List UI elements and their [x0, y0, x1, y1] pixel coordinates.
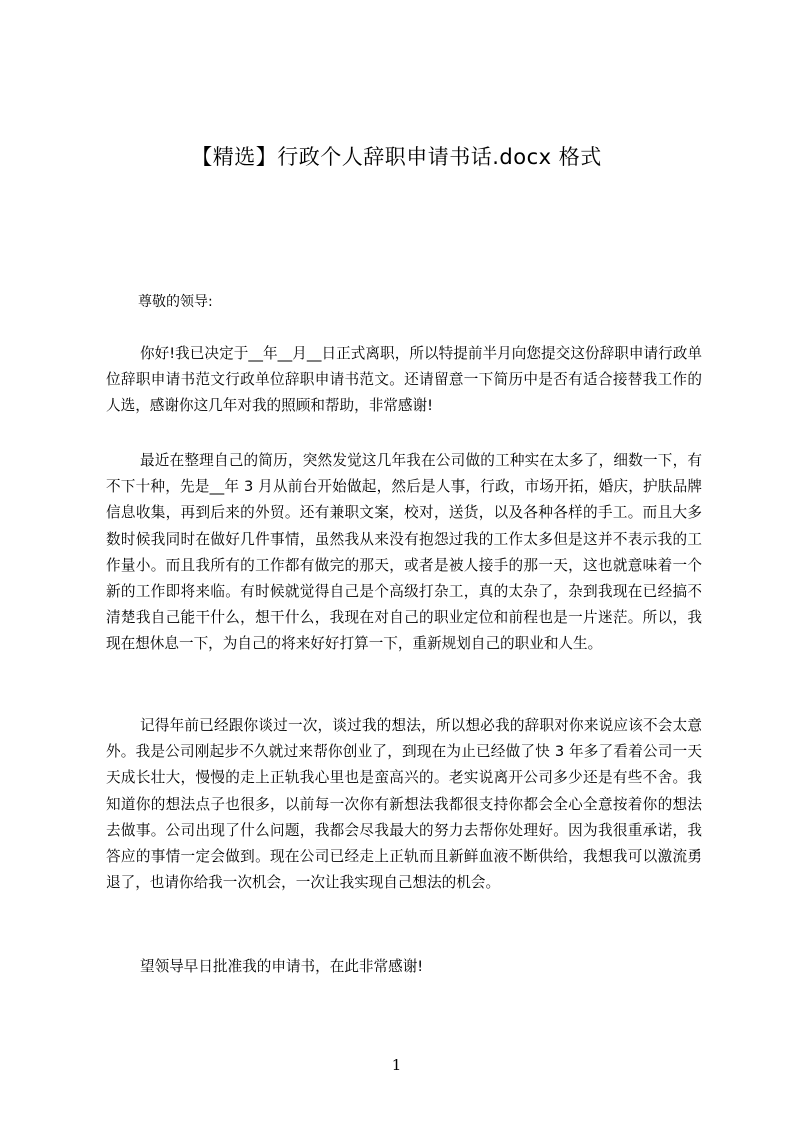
paragraph-4: 望领导早日批准我的申请书，在此非常感谢!: [140, 958, 424, 975]
document-title: 【精选】行政个人辞职申请书话.docx 格式: [191, 145, 602, 169]
paragraph-2: 最近在整理自己的简历，突然发觉这几年我在公司做的工种实在太多了，细数一下，有不下十种，先是__年 3 月从前台开始做起，然后是人事，行政，市场开拓，婚庆，护肤品牌信息收集，再到后来的外贸。还有兼职文案，校对，送货，以及各种各样的手工。而且大多数时候我同时在做好几件事情，虽然我从来没有抱怨过我的工作太多但是这并不表示我的工作量小。而且我所有的工作都有做完的那天，或者是被人接手的那一天，这也就意味着一个新的工作即将来临。有时候就觉得自己是个高级打杂工，真的太杂了，杂到我现在已经搞不清楚我自己能干什么，想干什么，我现在对自己的职业定位和前程也是一片迷茫。所以，我现在想休息一下，为自己的将来好好打算一下，重新规划自己的职业和人生。: [106, 452, 702, 653]
paragraph-1: 你好!我已决定于__年__月__日正式离职，所以特提前半月向您提交这份辞职申请行政单位辞职申请书范文行政单位辞职申请书范文。还请留意一下简历中是否有适合接替我工作的人选，感谢你这几年对我的照顾和帮助，非常感谢!: [106, 345, 702, 415]
paragraph-3: 记得年前已经跟你谈过一次，谈过我的想法，所以想必我的辞职对你来说应该不会太意外。我是公司刚起步不久就过来帮你创业了，到现在为止已经做了快 3 年多了看着公司一天天成长壮大，慢慢的走上正轨我心里也是蛮高兴的。老实说离开公司多少还是有些不舍。我知道你的想法点子也很多，以前每一次你有新想法我都很支持你都会全心全意按着你的想法去做事。公司出现了什么问题，我都会尽我最大的努力去帮你处理好。因为我很重承诺，我答应的事情一定会做到。现在公司已经走上正轨而且新鲜血液不断供给，我想我可以激流勇退了，也请你给我一次机会，一次让我实现自己想法的机会。: [106, 717, 702, 892]
salutation: 尊敬的领导:: [138, 294, 213, 310]
page-number: 1: [391, 1056, 402, 1074]
